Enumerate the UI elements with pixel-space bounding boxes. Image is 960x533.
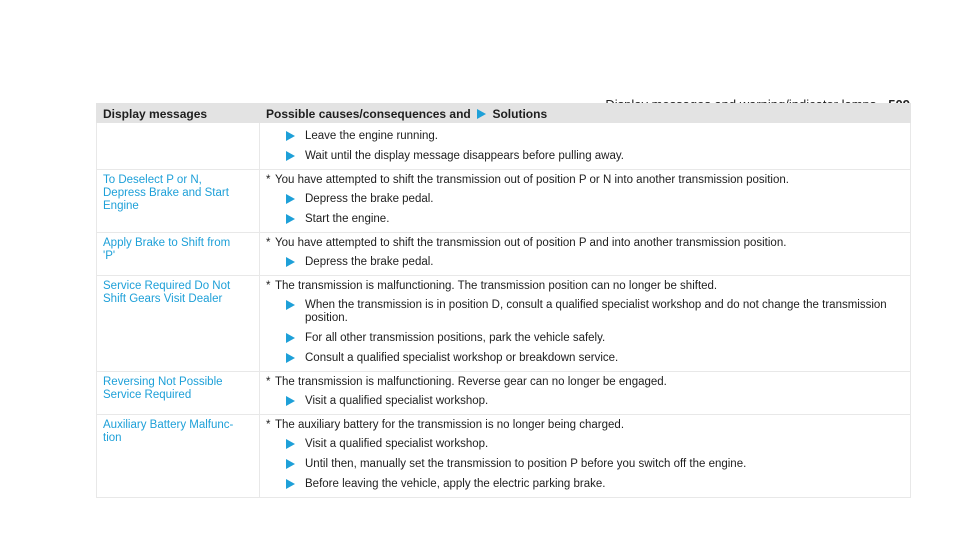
cause-text (266, 280, 904, 293)
col-heading-solutions: Solutions (492, 106, 548, 121)
display-message-text: 'P' (103, 250, 116, 262)
display-message-cell (97, 123, 260, 170)
causes-solutions-cell (260, 170, 911, 233)
cause-description: The transmission is malfunctioning. The transmission position can no longer be shifted. (275, 280, 718, 292)
solution-text: When the transmission is in position D, consult a qualified specialist workshop and do not change the transmission position. (305, 299, 887, 324)
display-message-cell (97, 170, 260, 233)
table-row (97, 276, 911, 372)
table-row (97, 415, 911, 498)
display-message-cell (97, 233, 260, 276)
display-message-text: Service Required (103, 389, 192, 401)
cause-text (266, 376, 904, 389)
solution-step (286, 395, 904, 408)
solution-text: Consult a qualified specialist workshop or breakdown service. (305, 352, 619, 364)
table-row (97, 123, 911, 170)
arrow-right-icon (286, 257, 295, 267)
solution-step (286, 213, 904, 226)
causes-solutions-cell (260, 233, 911, 276)
arrow-right-icon (477, 109, 486, 119)
solution-step (286, 130, 904, 143)
display-message-text: Apply Brake to Shift from (103, 237, 231, 249)
display-message-text: Engine (103, 200, 139, 212)
arrow-right-icon (286, 479, 295, 489)
solution-text: Leave the engine running. (305, 130, 438, 142)
solution-text: Start the engine. (305, 213, 390, 225)
arrow-right-icon (286, 300, 295, 310)
arrow-right-icon (286, 396, 295, 406)
solution-step (286, 193, 904, 206)
arrow-right-icon (286, 333, 295, 343)
display-message-text: tion (103, 432, 122, 444)
col-heading-causes: Possible causes/consequences and (266, 106, 471, 121)
solution-step (286, 438, 904, 451)
table-header-row (97, 104, 911, 123)
display-message-cell (97, 372, 260, 415)
col-heading-causes-solutions (260, 104, 911, 123)
solution-text: Depress the brake pedal. (305, 256, 434, 268)
solution-step (286, 478, 904, 491)
causes-solutions-cell (260, 415, 911, 498)
asterisk-marker: * (266, 419, 271, 431)
display-message-text: Shift Gears Visit Dealer (103, 293, 223, 305)
table-row (97, 372, 911, 415)
arrow-right-icon (286, 151, 295, 161)
table-row (97, 170, 911, 233)
cause-text (266, 237, 904, 250)
table-row (97, 233, 911, 276)
causes-solutions-cell (260, 123, 911, 170)
cause-description: You have attempted to shift the transmission out of position P and into another transmission position. (275, 237, 787, 249)
solution-text: Before leaving the vehicle, apply the electric parking brake. (305, 478, 606, 490)
col-heading-display-messages: Display messages (97, 104, 260, 123)
cause-description: The transmission is malfunctioning. Reverse gear can no longer be engaged. (275, 376, 667, 388)
display-message-text: To Deselect P or N, (103, 174, 202, 186)
solution-text: Depress the brake pedal. (305, 193, 434, 205)
asterisk-marker: * (266, 237, 271, 249)
arrow-right-icon (286, 131, 295, 141)
display-message-cell (97, 276, 260, 372)
display-message-text: Depress Brake and Start (103, 187, 229, 199)
arrow-right-icon (286, 194, 295, 204)
solution-text: For all other transmission positions, park the vehicle safely. (305, 332, 606, 344)
arrow-right-icon (286, 353, 295, 363)
display-message-text: Auxiliary Battery Malfunc- (103, 419, 234, 431)
causes-solutions-cell (260, 276, 911, 372)
cause-description: The auxiliary battery for the transmission is no longer being charged. (275, 419, 625, 431)
asterisk-marker: * (266, 280, 271, 292)
asterisk-marker: * (266, 376, 271, 388)
solution-step (286, 299, 904, 325)
solution-text: Until then, manually set the transmission to position P before you switch off the engine. (305, 458, 747, 470)
cause-text (266, 174, 904, 187)
solution-text: Visit a qualified specialist workshop. (305, 395, 489, 407)
display-message-text: Reversing Not Possible (103, 376, 223, 388)
arrow-right-icon (286, 439, 295, 449)
solution-step (286, 150, 904, 163)
solution-step (286, 256, 904, 269)
solution-step (286, 352, 904, 365)
solution-text: Wait until the display message disappears before pulling away. (305, 150, 624, 162)
display-message-cell (97, 415, 260, 498)
solution-text: Visit a qualified specialist workshop. (305, 438, 489, 450)
display-message-text: Service Required Do Not (103, 280, 231, 292)
cause-description: You have attempted to shift the transmission out of position P or N into another transmission position. (275, 174, 789, 186)
display-messages-table (96, 103, 911, 498)
solution-step (286, 332, 904, 345)
solution-step (286, 458, 904, 471)
cause-text (266, 419, 904, 432)
asterisk-marker: * (266, 174, 271, 186)
arrow-right-icon (286, 214, 295, 224)
arrow-right-icon (286, 459, 295, 469)
causes-solutions-cell (260, 372, 911, 415)
